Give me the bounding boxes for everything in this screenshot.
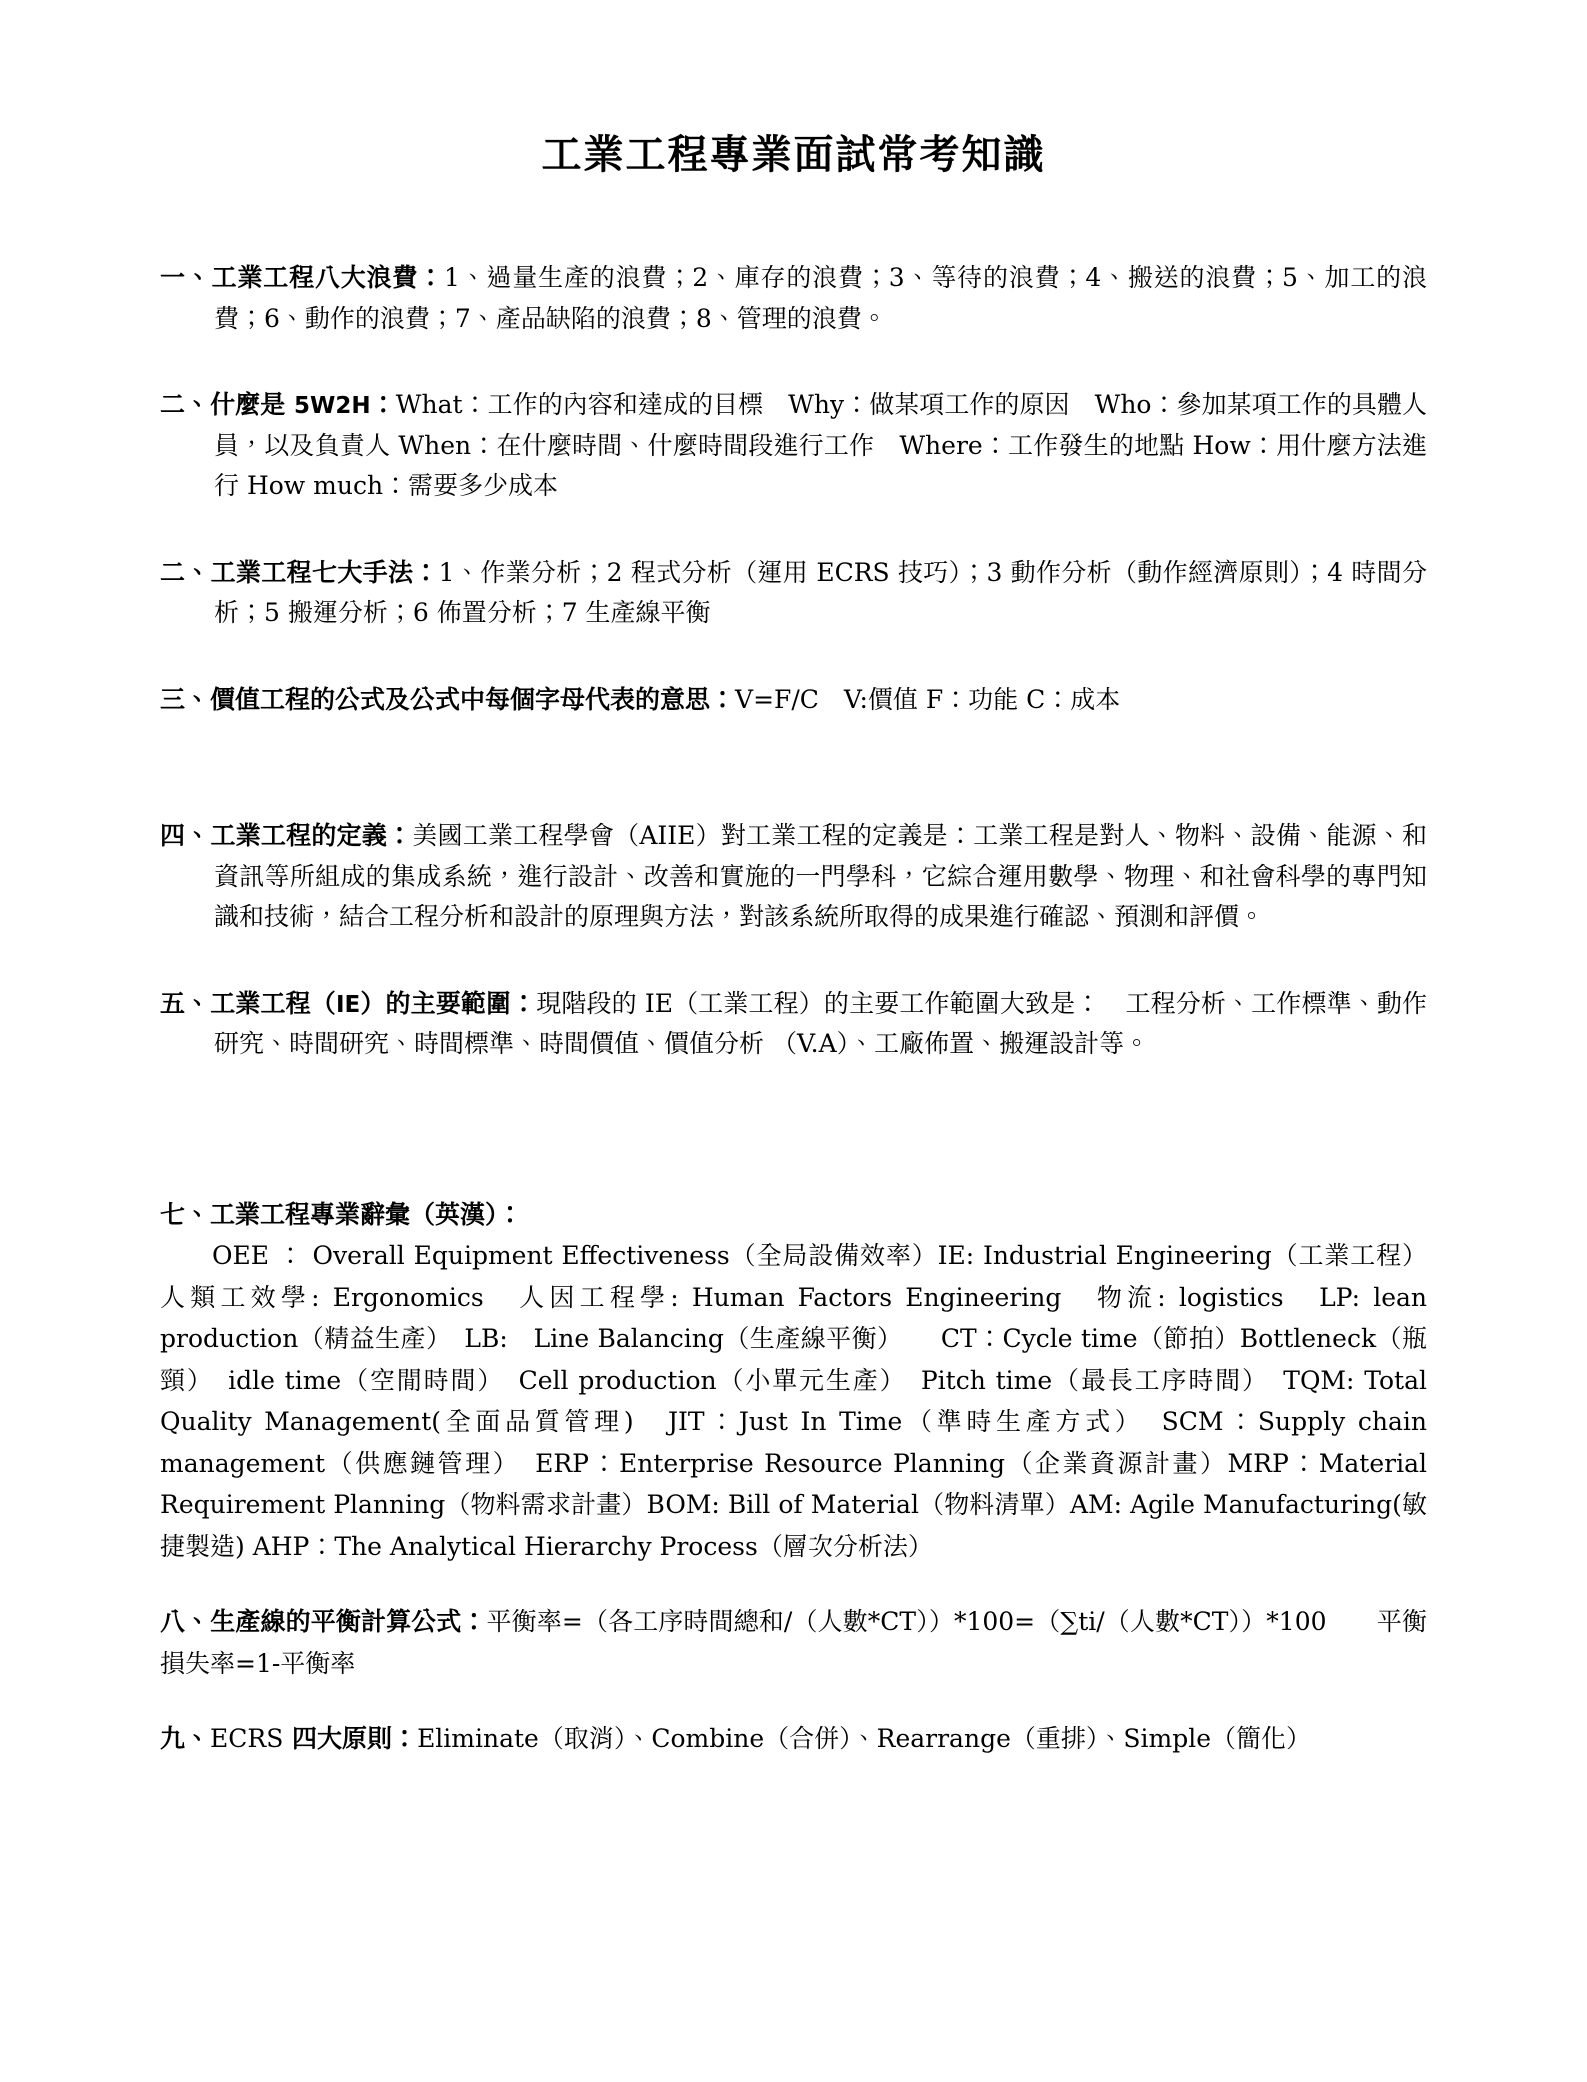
section-heading: 工業工程的定義： bbox=[210, 821, 413, 850]
section-number: 二、 bbox=[160, 390, 211, 419]
section-number: 三、 bbox=[160, 684, 211, 714]
section-number: 二、 bbox=[160, 557, 211, 587]
section-heading-post: 四大原則： bbox=[283, 1724, 418, 1753]
section-eight-wastes bbox=[160, 258, 1427, 339]
section-value-engineering-formula bbox=[160, 680, 1427, 721]
section-heading-code: 5W2H bbox=[294, 393, 371, 419]
section-heading-pre: 工業工程（ bbox=[210, 988, 336, 1018]
section-number: 九、 bbox=[160, 1724, 211, 1753]
section-ie-scope bbox=[160, 984, 1427, 1065]
spacer bbox=[160, 664, 1427, 680]
section-seven-techniques bbox=[160, 553, 1427, 634]
page-title: 工業工程專業面試常考知識 bbox=[541, 131, 1046, 178]
spacer bbox=[160, 1161, 1427, 1195]
spacer bbox=[160, 1684, 1427, 1718]
section-heading: 工業工程八大浪費： bbox=[211, 263, 444, 292]
spacer bbox=[160, 537, 1427, 553]
section-body: 1、作業分析；2 程式分析（運用 ECRS 技巧）；3 動作分析（動作經濟原則）；4 時間分析；5 搬運分析；6 佈置分析；7 生產線平衡 bbox=[214, 557, 1427, 627]
section-body: Eliminate（取消）、Combine（合併）、Rearrange（重排）、Simple（簡化） bbox=[417, 1724, 1311, 1753]
section-heading-pre: 什麼是 bbox=[210, 390, 295, 419]
section-heading-code: ECRS bbox=[210, 1724, 284, 1753]
section-heading: 生產線的平衡計算公式： bbox=[210, 1607, 487, 1636]
section-ecrs bbox=[160, 1718, 1427, 1760]
section-body: 1、過量生產的浪費；2、庫存的浪費；3、等待的浪費；4、搬送的浪費；5、加工的浪費；6、動作的浪費；7、產品缺陷的浪費；8、管理的浪費。 bbox=[214, 263, 1427, 333]
section-heading-post: ： bbox=[370, 390, 396, 419]
section-heading: 工業工程專業辭彙（英漢）： bbox=[210, 1199, 523, 1229]
spacer bbox=[160, 968, 1427, 984]
section-body: V=F/C V:價值 F：功能 C：成本 bbox=[735, 684, 1121, 714]
spacer bbox=[160, 750, 1427, 816]
section-what-is-5w2h bbox=[160, 385, 1427, 507]
section-heading-code: IE bbox=[335, 991, 361, 1018]
spacer bbox=[160, 1095, 1427, 1161]
section-heading-post: ）的主要範圍： bbox=[360, 988, 537, 1018]
section-balance-formula bbox=[160, 1601, 1427, 1684]
section-vocabulary-body: OEE ： Overall Equipment Effectiveness（全局設備效率）IE: Industrial Engineering（工業工程）人類工效學: Ergonomics 人因工程學: Human Factors Engineering 物流: logistics LP: lean production（精益生產） LB: Line Balancing（生產線平衡） CT：Cycle time（節拍）Bottleneck（瓶頸） idle time（空閒時間） Cell production（小單元生產） Pitch time（最長工序時間） TQM: Total Quality Management(全面品質管理) JIT：Just In Time（準時生產方式） SCM：Supply chain management（供應鏈管理） ERP：Enterprise Resource Planning（企業資源計畫）MRP：Material Requirement Planning（物料需求計畫）BOM: Bill of Material（物料清單）AM: Agile Manufacturing(敏捷製造) AHP：The Analytical Hierarchy Process（層次分析法） bbox=[160, 1241, 1427, 1561]
section-number: 五、 bbox=[160, 988, 211, 1018]
section-number: 八、 bbox=[160, 1607, 211, 1636]
section-ie-definition bbox=[160, 816, 1427, 938]
document-body bbox=[160, 258, 1427, 1760]
section-number: 四、 bbox=[160, 821, 211, 850]
section-heading: 價值工程的公式及公式中每個字母代表的意思： bbox=[210, 684, 736, 714]
section-number: 七、 bbox=[160, 1199, 211, 1229]
spacer bbox=[160, 369, 1427, 385]
section-body: 現階段的 IE（工業工程）的主要工作範圍大致是： 工程分析、工作標準、動作研究、時間研究、時間標準、時間價值、價值分析 （V.A）、工廠佈置、搬運設計等。 bbox=[214, 988, 1427, 1058]
section-heading: 工業工程七大手法： bbox=[210, 557, 439, 587]
section-body: 平衡率=（各工序時間總和/（人數*CT））*100=（∑ti/（人數*CT））*100 平衡損失率=1-平衡率 bbox=[160, 1607, 1427, 1678]
section-vocabulary-heading bbox=[160, 1195, 1427, 1236]
section-body: 美國工業工程學會（AIIE）對工業工程的定義是：工業工程是對人、物料、設備、能源、和資訊等所組成的集成系統，進行設計、改善和實施的一門學科，它綜合運用數學、物理、和社會科學的專門知識和技術，結合工程分析和設計的原理與方法，對該系統所取得的成果進行確認、預測和評價。 bbox=[214, 821, 1427, 931]
spacer bbox=[160, 1567, 1427, 1601]
section-number: 一、 bbox=[160, 263, 212, 292]
section-body: What：工作的內容和達成的目標 Why：做某項工作的原因 Who：參加某項工作的具體人員，以及負責人 When：在什麼時間、什麼時間段進行工作 Where：工作發生的地點 How：用什麼方法進行 How much：需要多少成本 bbox=[214, 390, 1427, 500]
